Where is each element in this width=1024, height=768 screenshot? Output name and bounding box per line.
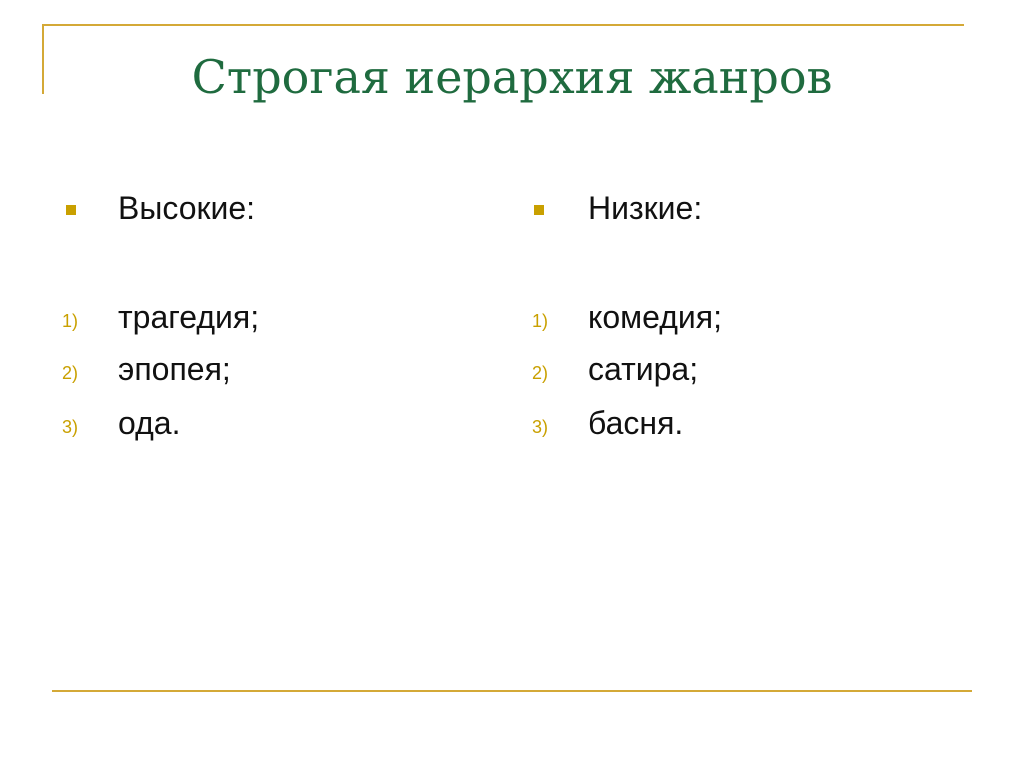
right-item-2-number: 2) [532,363,549,383]
right-item-1: комедия; [588,299,723,335]
right-item-2: сатира; [588,351,699,387]
left-item-3: ода. [118,405,181,441]
slide-title: Строгая иерархия жанров [191,50,833,104]
left-item-2-number: 2) [62,363,79,383]
left-item-1-number: 1) [62,311,79,331]
left-item-1: трагедия; [118,299,260,335]
bullet-square-icon [534,205,544,215]
top-frame-line [42,24,964,26]
footer-divider [52,690,972,692]
left-item-3-number: 3) [62,417,79,437]
left-heading: Высокие: [118,190,256,226]
bullet-square-icon [66,205,76,215]
right-item-3-number: 3) [532,417,549,437]
right-item-1-number: 1) [532,311,549,331]
left-item-2: эпопея; [118,351,231,387]
right-heading: Низкие: [588,190,703,226]
right-item-3: басня. [588,405,684,441]
